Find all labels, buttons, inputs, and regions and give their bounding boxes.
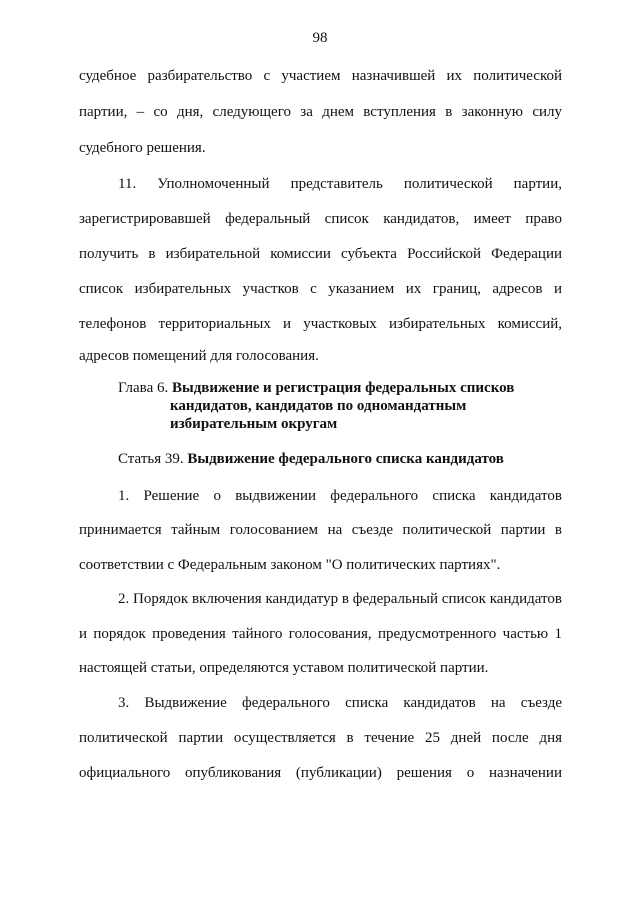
text-line: партии, – со дня, следующего за днем вступления в законную силу [79, 104, 562, 120]
text-line: адресов помещений для голосования. [79, 348, 319, 364]
text-line: 11. Уполномоченный представитель политической партии, [118, 176, 562, 192]
text-line: судебного решения. [79, 140, 206, 156]
article-title: Выдвижение федерального списка кандидатов [187, 451, 504, 467]
text-line: телефонов территориальных и участковых избирательных комиссий, [79, 316, 562, 332]
text-line: и порядок проведения тайного голосования, предусмотренного частью 1 [79, 626, 562, 642]
text-line: зарегистрировавшей федеральный список кандидатов, имеет право [79, 211, 562, 227]
text-line: настоящей статьи, определяются уставом политической партии. [79, 660, 489, 676]
text-line: получить в избирательной комиссии субъекта Российской Федерации [79, 246, 562, 262]
text-line: официального опубликования (публикации) решения о назначении [79, 765, 562, 781]
page-number: 98 [312, 30, 328, 46]
text-line: соответствии с Федеральным законом "О политических партиях". [79, 557, 501, 573]
text-line: 3. Выдвижение федерального списка кандидатов на съезде [118, 695, 562, 711]
chapter-title-line: кандидатов, кандидатов по одномандатным [170, 398, 467, 414]
chapter-heading [118, 380, 514, 397]
text-line: список избирательных участков с указанием их границ, адресов и [79, 281, 562, 297]
article-prefix: Статья 39. [118, 451, 184, 467]
chapter-title-line: Выдвижение и регистрация федеральных списков [171, 380, 515, 396]
text-line: принимается тайным голосованием на съезде политической партии в [79, 522, 562, 538]
chapter-title-line: избирательным округам [170, 416, 338, 432]
article-heading [118, 451, 504, 468]
text-line: политической партии осуществляется в течение 25 дней после дня [79, 730, 562, 746]
text-line: 1. Решение о выдвижении федерального списка кандидатов [118, 488, 562, 504]
chapter-prefix: Глава 6. [118, 380, 169, 396]
text-line: 2. Порядок включения кандидатур в федеральный список кандидатов [118, 591, 562, 607]
text-line: судебное разбирательство с участием назначившей их политической [79, 68, 562, 84]
